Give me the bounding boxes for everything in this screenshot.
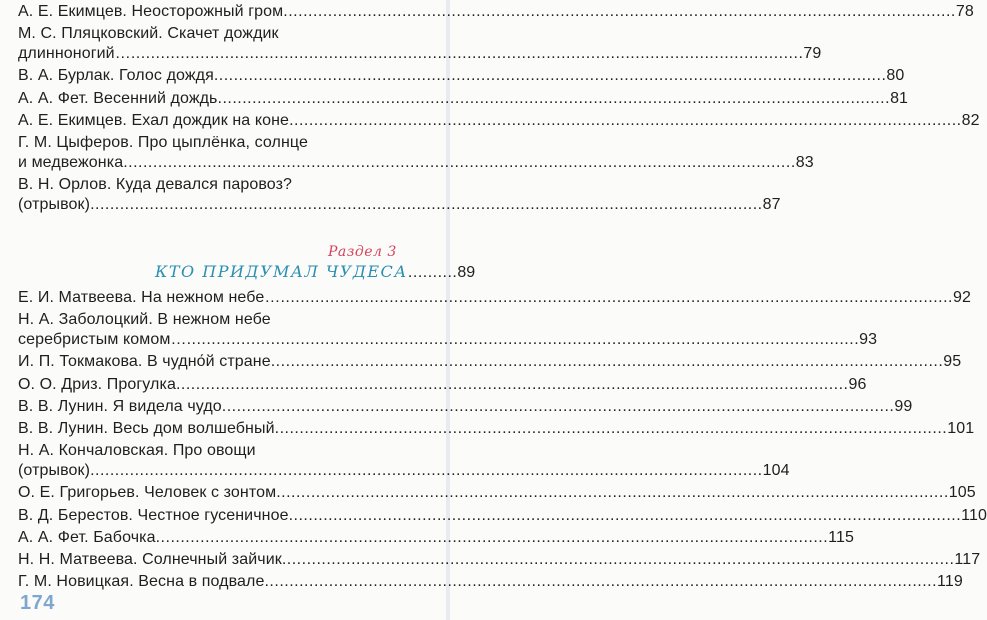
section-title: КТО ПРИДУМАЛ ЧУДЕСА <box>155 262 408 281</box>
toc-entry <box>18 550 981 570</box>
toc-entry-page: 92 <box>953 289 971 306</box>
toc-entry-row <box>18 111 980 131</box>
leader-dots <box>187 331 860 348</box>
toc-entry <box>18 506 987 526</box>
toc-entry-page: 110 <box>961 506 987 524</box>
toc-entry <box>18 111 980 131</box>
toc-entry-row <box>18 483 976 503</box>
leader-dots <box>289 112 962 129</box>
leader-dots <box>131 45 804 62</box>
toc-entry-row <box>18 572 963 592</box>
toc-entry-title-line: Н. А. Кончаловская. Про овощи <box>18 442 256 460</box>
leader-dots <box>283 3 956 20</box>
toc-entry <box>18 288 971 308</box>
toc-entry-page: 78 <box>955 3 974 20</box>
toc-entry-page: 96 <box>848 375 867 393</box>
toc-entry-row <box>18 528 854 548</box>
leader-dots <box>123 154 796 171</box>
toc-entry <box>18 175 781 215</box>
toc-entry-page: 115 <box>828 528 854 546</box>
toc-entry-page: 104 <box>762 462 790 480</box>
toc-entry-title: и медвежонка <box>18 154 124 171</box>
leader-dots <box>271 353 944 370</box>
toc-entry-page: 117 <box>954 551 981 568</box>
toc-entry-title: (отрывок) <box>18 196 91 214</box>
section-heading <box>155 262 476 283</box>
toc-entry-page: 80 <box>886 67 905 85</box>
leader-dots <box>264 573 937 590</box>
toc-entry-title: В. Д. Берестов. Честное гусеничное <box>18 506 289 524</box>
toc-entry-page: 87 <box>762 196 781 214</box>
toc-entry-title-line: Н. А. Заболоцкий. В нежном небе <box>18 311 271 329</box>
toc-entry-title: Е. И. Матвеева. На нежном небе… <box>18 289 281 306</box>
leader-dots <box>176 376 849 393</box>
section-label: Раздел 3 <box>328 244 397 260</box>
toc-entry-page: 101 <box>947 420 975 437</box>
toc-entry-title: А. А. Фет. Весенний дождь <box>18 89 218 107</box>
toc-entry-row <box>18 352 962 372</box>
toc-entry-title: И. П. Токмакова. В чудно́й стране <box>18 353 271 371</box>
toc-entry-title-line: М. С. Пляцковский. Скачет дождик <box>18 25 279 43</box>
toc-entry-title-line: В. Н. Орлов. Куда девался паровоз? <box>18 176 293 194</box>
toc-entry-page: 93 <box>859 331 878 349</box>
leader-dots <box>222 398 895 415</box>
toc-entry-row <box>18 44 822 64</box>
toc-entry-page: 119 <box>937 573 963 591</box>
toc-entry-title: Н. Н. Матвеева. Солнечный зайчик <box>18 551 282 568</box>
page-number: 174 <box>20 592 55 614</box>
toc-entry-title: В. В. Лунин. Я видела чудо <box>18 397 222 415</box>
toc-entry <box>18 66 905 86</box>
leader-dots: .......... <box>407 264 458 281</box>
toc-entry-page: 99 <box>894 397 913 415</box>
toc-entry <box>18 352 962 372</box>
leader-dots <box>282 551 955 568</box>
toc-entry <box>18 2 974 22</box>
toc-entry-title: (отрывок) <box>18 462 91 480</box>
leader-dots <box>275 420 948 437</box>
toc-entry <box>18 572 963 592</box>
toc-entry-title: О. Е. Григорьев. Человек с зонтом <box>18 484 277 502</box>
toc-entry-title: А. А. Фет. Бабочка <box>18 528 156 546</box>
toc-entry <box>18 24 822 64</box>
toc-entry <box>18 528 854 548</box>
toc-entry-title: В. А. Бурлак. Голос дождя <box>18 67 214 85</box>
toc-entry-title: серебристым комом… <box>18 331 187 349</box>
leader-dots <box>218 90 891 107</box>
toc-entry <box>18 310 878 350</box>
toc-entry <box>18 89 909 109</box>
leader-dots <box>280 289 953 306</box>
leader-dots <box>276 484 949 501</box>
leader-dots <box>90 196 763 213</box>
toc-entry-page: 82 <box>961 111 980 129</box>
toc-entry <box>18 419 975 439</box>
toc-entry-row <box>18 330 878 350</box>
toc-entry-row <box>18 397 913 417</box>
toc-entry-row <box>18 195 781 215</box>
toc-entry-page: 83 <box>795 154 814 171</box>
toc-entry-title: О. О. Дриз. Прогулка <box>18 375 176 393</box>
leader-dots <box>90 462 763 479</box>
toc-entry-row <box>18 375 867 395</box>
toc-entry <box>18 375 867 395</box>
toc-entry-row <box>18 506 987 526</box>
toc-entry-row <box>18 153 814 173</box>
leader-dots <box>214 67 887 84</box>
leader-dots <box>156 529 829 546</box>
toc-entry-row <box>18 288 971 308</box>
toc-entry-title: А. Е. Екимцев. Ехал дождик на коне <box>18 111 290 129</box>
toc-entry-row <box>18 66 905 86</box>
toc-entry-page: 95 <box>943 353 962 371</box>
toc-entry-title: А. Е. Екимцев. Неосторожный гром <box>18 3 284 20</box>
toc-entry-row <box>18 461 790 481</box>
toc-entry <box>18 133 814 173</box>
toc-entry-row <box>18 419 975 439</box>
toc-entry-title: Г. М. Новицкая. Весна в подвале <box>18 573 265 591</box>
toc-entry <box>18 397 913 417</box>
toc-entry-page: 81 <box>890 89 909 107</box>
toc-entry <box>18 441 790 481</box>
toc-entry-title: длинноногий… <box>18 45 131 63</box>
leader-dots <box>289 507 962 524</box>
toc-entry-row <box>18 2 974 22</box>
toc-entry-page: 105 <box>948 484 976 502</box>
toc-entry <box>18 483 976 503</box>
section-page-number: 89 <box>457 264 476 281</box>
toc-entry-row <box>18 550 981 570</box>
toc-entry-title-line: Г. М. Цыферов. Про цыплёнка, солнце <box>18 134 308 151</box>
toc-entry-title: В. В. Лунин. Весь дом волшебный <box>18 420 275 437</box>
toc-entry-page: 79 <box>803 45 822 63</box>
toc-entry-row <box>18 89 909 109</box>
